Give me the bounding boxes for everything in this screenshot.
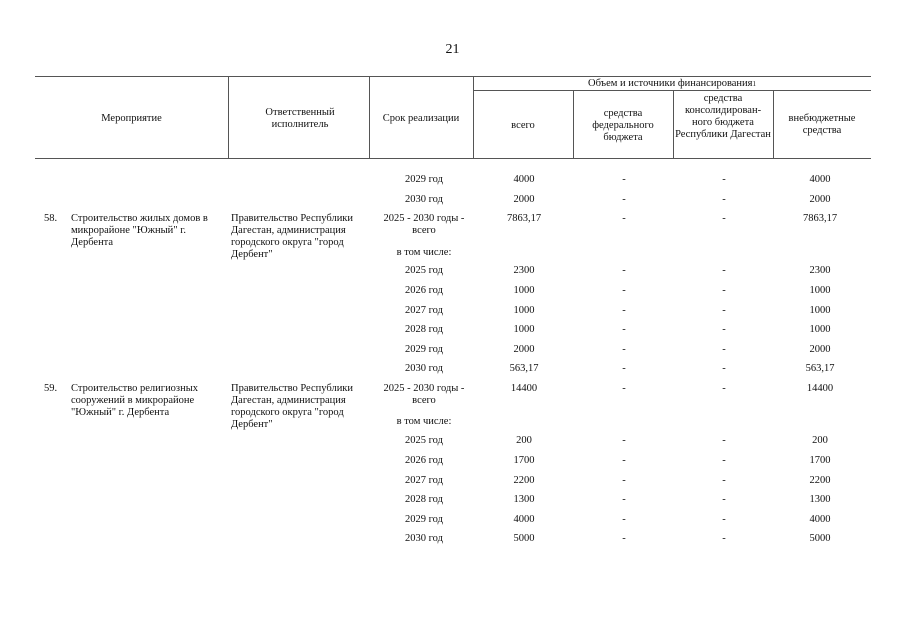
header-top-border [35, 76, 871, 77]
total-cell: 4000 [513, 174, 535, 185]
header-federal: средства федерального бюджета [592, 108, 654, 143]
total-cell: 5000 [513, 533, 535, 544]
term-cell: 2027 год [405, 305, 443, 316]
column-divider [773, 90, 774, 158]
extrabudget-cell: 200 [812, 435, 828, 446]
total-cell: 2000 [513, 344, 535, 355]
regional-cell: - [722, 174, 726, 185]
extrabudget-cell: 4000 [809, 514, 831, 525]
header-funding-group [473, 78, 871, 90]
header-extrabudget: внебюджетные средства [788, 113, 856, 136]
federal-cell: - [622, 213, 626, 224]
regional-cell: - [722, 265, 726, 276]
regional-cell: - [722, 494, 726, 505]
term-cell: 2028 год [405, 324, 443, 335]
regional-cell: - [722, 435, 726, 446]
term-cell: 2025 год [405, 265, 443, 276]
header-funding-label: Объем и источники финансирования [588, 78, 753, 89]
funding-subheader-border [473, 90, 871, 91]
regional-cell: - [722, 285, 726, 296]
regional-cell: - [722, 324, 726, 335]
column-divider [673, 90, 674, 158]
header-measure: Мероприятие [101, 113, 162, 124]
regional-cell: - [722, 475, 726, 486]
federal-cell: - [622, 363, 626, 374]
term-cell: 2029 год [405, 344, 443, 355]
federal-cell: - [622, 285, 626, 296]
extrabudget-cell: 1300 [809, 494, 831, 505]
extrabudget-cell: 1000 [809, 285, 831, 296]
federal-cell: - [622, 265, 626, 276]
federal-cell: - [622, 494, 626, 505]
column-divider [228, 76, 229, 158]
item-measure: Строительство жилых домов в микрорайоне "Южный" г. Дербента [71, 213, 208, 248]
federal-cell: - [622, 344, 626, 355]
federal-cell: - [622, 305, 626, 316]
term-cell: 2025 - 2030 годы - всего [383, 383, 465, 406]
federal-cell: - [622, 174, 626, 185]
term-cell: 2025 год [405, 435, 443, 446]
extrabudget-cell: 14400 [806, 383, 834, 394]
header-total: всего [511, 120, 535, 131]
total-cell: 563,17 [509, 363, 539, 374]
term-cell: 2030 год [405, 194, 443, 205]
header-regional: средства консолидирован-ного бюджета Республики Дагестан [675, 93, 771, 140]
regional-cell: - [722, 305, 726, 316]
federal-cell: - [622, 514, 626, 525]
extrabudget-cell: 1000 [809, 324, 831, 335]
item-number: 58. [44, 213, 58, 224]
extrabudget-cell: 2300 [809, 265, 831, 276]
total-cell: 2000 [513, 194, 535, 205]
total-cell: 1300 [513, 494, 535, 505]
extrabudget-cell: 5000 [809, 533, 831, 544]
federal-cell: - [622, 194, 626, 205]
term-cell: 2028 год [405, 494, 443, 505]
term-cell: 2026 год [405, 285, 443, 296]
federal-cell: - [622, 324, 626, 335]
footnote-marker: 1 [752, 80, 756, 88]
federal-cell: - [622, 455, 626, 466]
term-cell: 2030 год [405, 363, 443, 374]
total-cell: 200 [516, 435, 532, 446]
regional-cell: - [722, 194, 726, 205]
total-cell: 4000 [513, 514, 535, 525]
extrabudget-cell: 2200 [809, 475, 831, 486]
extrabudget-cell: 7863,17 [802, 213, 838, 224]
regional-cell: - [722, 363, 726, 374]
term-cell: 2030 год [405, 533, 443, 544]
total-cell: 1700 [513, 455, 535, 466]
federal-cell: - [622, 435, 626, 446]
item-measure: Строительство религиозных сооружений в микрорайоне "Южный" г. Дербента [71, 383, 199, 418]
total-cell: 14400 [510, 383, 538, 394]
page-number: 21 [445, 42, 460, 57]
term-cell: 2029 год [405, 174, 443, 185]
extrabudget-cell: 2000 [809, 344, 831, 355]
including-label: в том числе: [396, 247, 452, 258]
federal-cell: - [622, 383, 626, 394]
extrabudget-cell: 1000 [809, 305, 831, 316]
regional-cell: - [722, 344, 726, 355]
term-cell: 2026 год [405, 455, 443, 466]
header-bottom-border [35, 158, 871, 159]
term-cell: 2025 - 2030 годы - всего [383, 213, 465, 236]
total-cell: 2200 [513, 475, 535, 486]
term-cell: 2029 год [405, 514, 443, 525]
regional-cell: - [722, 514, 726, 525]
term-cell: 2027 год [405, 475, 443, 486]
regional-cell: - [722, 533, 726, 544]
header-responsible: Ответственный исполнитель [265, 107, 335, 130]
federal-cell: - [622, 533, 626, 544]
total-cell: 1000 [513, 305, 535, 316]
header-term: Срок реализации [382, 113, 460, 124]
extrabudget-cell: 4000 [809, 174, 831, 185]
regional-cell: - [722, 213, 726, 224]
item-responsible: Правительство Республики Дагестан, администрация городского округа "город Дербент" [231, 383, 354, 430]
federal-cell: - [622, 475, 626, 486]
item-responsible: Правительство Республики Дагестан, администрация городского округа "город Дербент" [231, 213, 354, 260]
column-divider [573, 90, 574, 158]
total-cell: 1000 [513, 324, 535, 335]
regional-cell: - [722, 455, 726, 466]
extrabudget-cell: 1700 [809, 455, 831, 466]
regional-cell: - [722, 383, 726, 394]
item-number: 59. [44, 383, 58, 394]
total-cell: 1000 [513, 285, 535, 296]
total-cell: 7863,17 [506, 213, 542, 224]
total-cell: 2300 [513, 265, 535, 276]
extrabudget-cell: 2000 [809, 194, 831, 205]
including-label: в том числе: [396, 416, 452, 427]
extrabudget-cell: 563,17 [805, 363, 835, 374]
